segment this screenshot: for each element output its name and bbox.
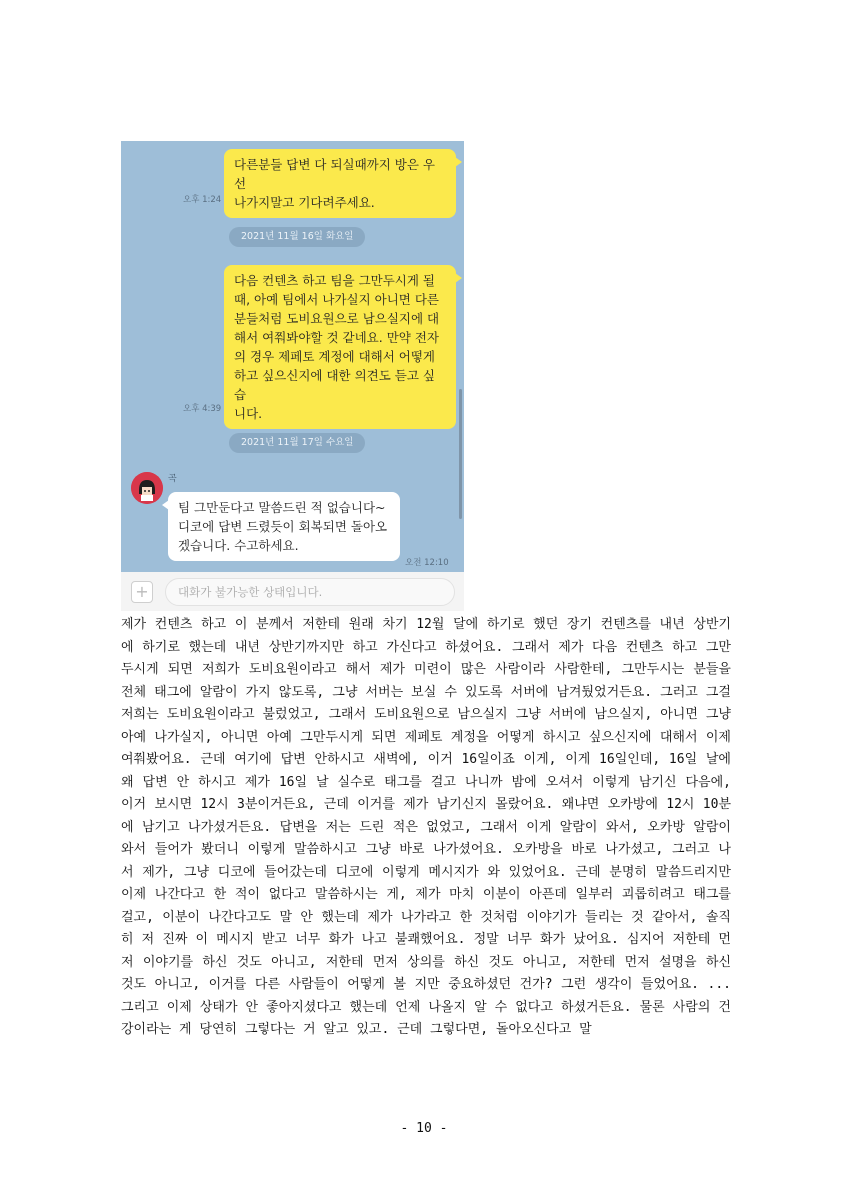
plus-icon[interactable]: + [131, 581, 153, 603]
date-divider: 2021년 11월 16일 화요일 [229, 227, 365, 247]
chat-input-bar [121, 572, 464, 611]
message-time: 오후 1:24 [183, 195, 222, 205]
message-time: 오전 12:10 [405, 558, 449, 568]
message-time: 오후 4:39 [183, 404, 222, 414]
scrollbar[interactable] [459, 389, 462, 519]
sender-name: 곡 [168, 474, 177, 484]
chat-input-field[interactable]: 대화가 불가능한 상태입니다. [165, 578, 455, 606]
page-number: - 10 - [400, 1121, 448, 1136]
chat-screenshot [121, 141, 464, 611]
date-divider: 2021년 11월 17일 수요일 [229, 433, 365, 453]
avatar [131, 472, 163, 504]
chat-message-other: 팀 그만둔다고 말씀드린 적 없습니다~ 디코에 답변 드렸듯이 회복되면 돌아오 겠습니다. 수고하세요. [168, 492, 400, 561]
profile-character-icon [131, 472, 163, 504]
body-paragraph: 제가 컨텐츠 하고 이 분께서 저한테 원래 차기 12월 달에 하기로 했던 장기 컨텐츠를 내년 상반기에 하기로 했는데 내년 상반기까지만 하고 가신다고 하셨어요. 그래서 제가 다음 컨텐츠 하고 그만두시게 되면 저희가 도비요원이라고 해서 제가 미련이 많은 사람이라 사람한테, 그만두시는 분들을 전체 태그에 알람이 가지 않도록, 그냥 서버는 보실 수 있도록 서버에 남겨뒀었거든요. 그러고 그걸 저희는 도비요원이라고 불렀었고, 그래서 도비요원으로 남으실지 그냥 서버에 남으실지, 아니면 그냥 아예 나가실지, 아니면 아예 그만두시게 되면 제페토 계정을 어떻게 하시고 싶으신지에 대해서 이제 여쭤봤어요. 근데 여기에 답변 안하시고 새벽에, 이거 16일이죠 이게, 이게 16일인데, 16일 날에 왜 답변 안 하시고 제가 16일 날 실수로 태그를 걸고 나니까 밤에 오셔서 이렇게 남기신 다음에, 이거 보시면 12시 3분이거든요, 근데 이거를 제가 남기신지 몰랐어요. 왜냐면 오카방에 12시 10분에 남기고 나가셨거든요. 답변을 저는 드린 적은 없었고, 그래서 이게 알람이 와서, 오카방 알람이 와서 들어가 봤더니 이렇게 말씀하시고 그냥 바로 나가셨어요. 오카방을 바로 나가셨고, 그러고 나서 제가, 그냥 디코에 들어갔는데 디코에 이렇게 메시지가 와 있었어요. 근데 분명히 말씀드리지만 이제 나간다고 한 적이 없다고 말씀하시는 게, 제가 마치 이분이 아픈데 일부러 괴롭히려고 태그를 걸고, 이분이 나간다고도 말 안 했는데 제가 나가라고 한 것처럼 이야기가 들리는 것 같아서, 솔직히 저 진짜 이 메시지 받고 너무 화가 나고 불쾌했어요. 정말 너무 화가 났어요. 심지어 저한테 먼저 이야기를 하신 것도 아니고, 저한테 먼저 상의를 하신 것도 아니고, 저한테 먼저 설명을 하신 것도 아니고, 이거를 다른 사람들이 어떻게 볼 지만 중요하셨던 건가? 그런 생각이 들었어요. ... 그리고 이제 상태가 안 좋아지셨다고 했는데 언제 나올지 알 수 없다고 하셨거든요. 물론 사람의 건강이라는 게 당연히 그렇다는 거 알고 있고. 근데 그렇다면, 돌아오신다고 말 [121, 617, 731, 1037]
chat-message-my-1: 다른분들 답변 다 되실때까지 방은 우선 나가지말고 기다려주세요. [224, 149, 456, 218]
chat-message-my-2: 다음 컨텐츠 하고 팀을 그만두시게 될 때, 아예 팀에서 나가실지 아니면 다른 분들처럼 도비요원으로 남으실지에 대 해서 여쭤봐야할 것 같네요. 만약 전자 의 경우 제페토 계정에 대해서 어떻게 하고 싶으신지에 대한 의견도 듣고 싶습 니다. [224, 265, 456, 429]
